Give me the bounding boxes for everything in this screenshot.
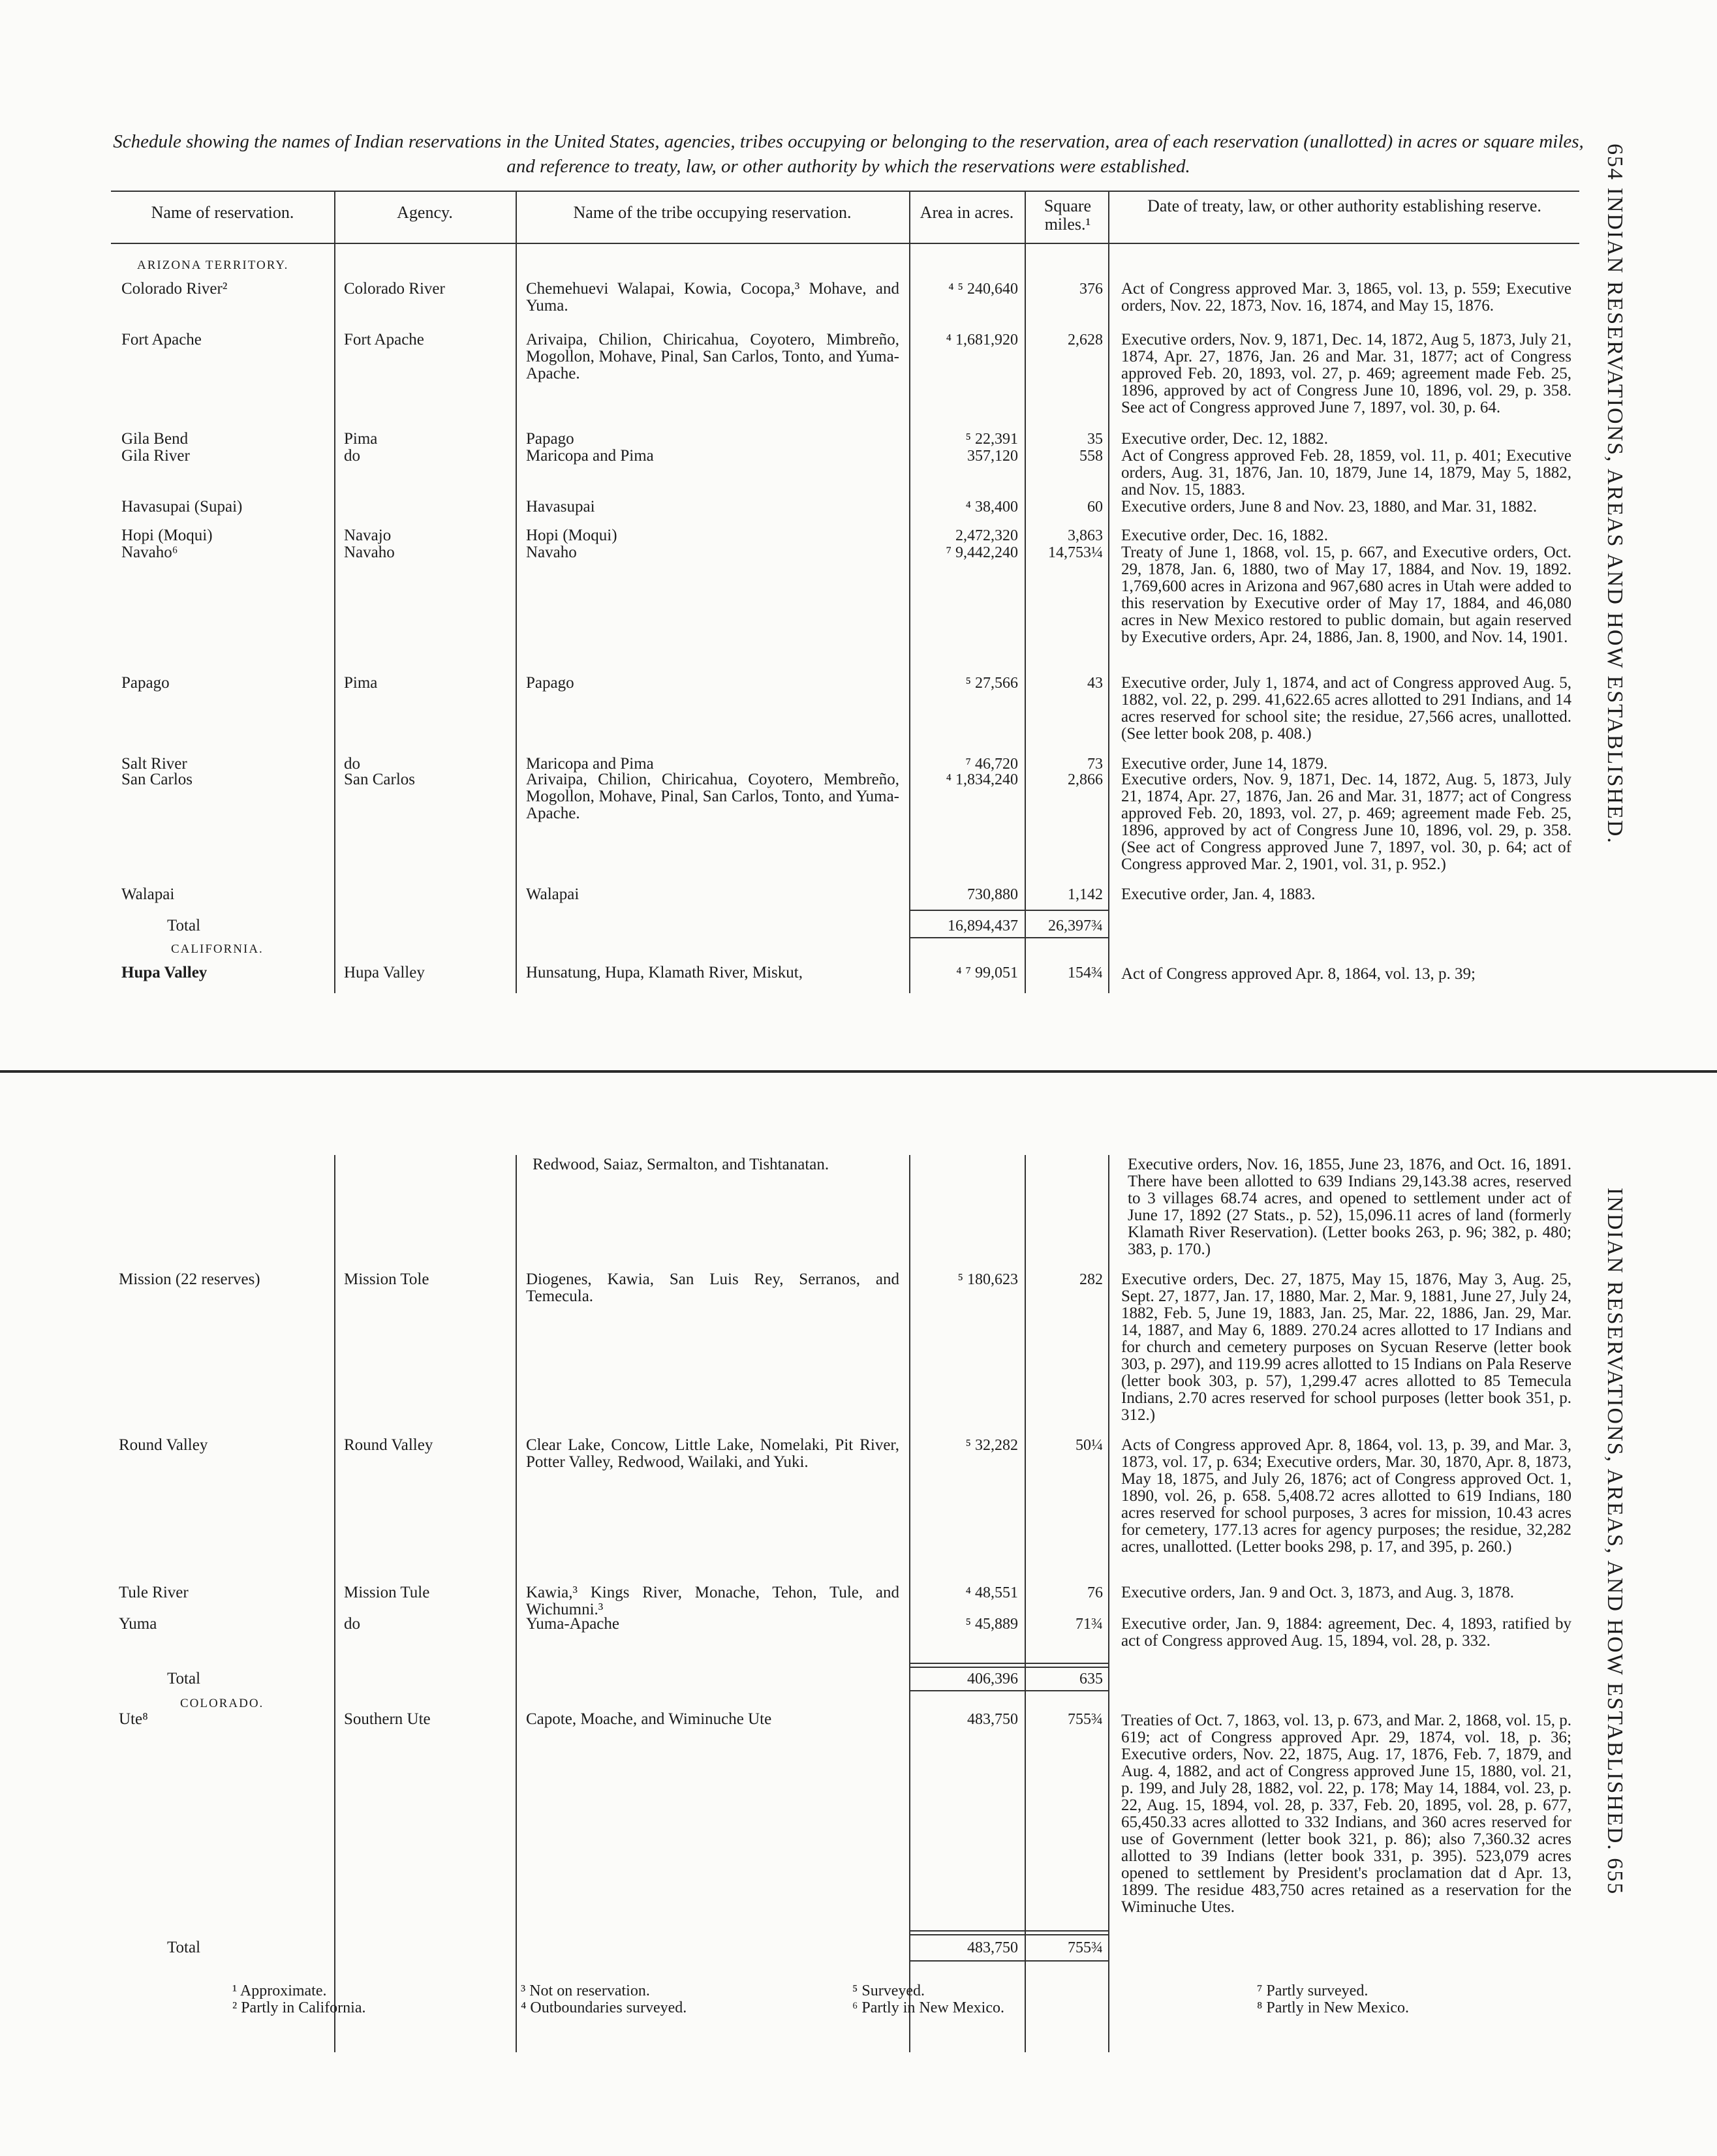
reservation-name: Walapai [121, 886, 175, 903]
authority-text: Act of Congress approved Apr. 8, 1864, vol. 13, p. 39; [1121, 965, 1476, 983]
area-acres: ⁵ 22,391 [965, 431, 1018, 448]
tribe-names: Papago [526, 430, 574, 448]
page-655 [0, 1083, 1717, 2156]
area-acres: ⁷ 46,720 [965, 756, 1018, 773]
square-miles: 35 [1087, 431, 1103, 448]
square-miles: 2,866 [1068, 771, 1103, 788]
agency-name: do [344, 447, 360, 465]
square-miles: 60 [1087, 499, 1103, 516]
footnote: ⁵ Surveyed. [852, 1982, 925, 1999]
tribe-names: Hunsatung, Hupa, Klamath River, Miskut, [526, 964, 803, 981]
col-rule [1025, 1155, 1026, 2052]
tribe-names: Navaho [526, 544, 577, 561]
authority-text: Executive orders, June 8 and Nov. 23, 1880, and Mar. 31, 1882. [1121, 498, 1538, 516]
total-bottom-rule [909, 937, 1108, 938]
square-miles: 282 [1079, 1271, 1103, 1288]
reservation-name: San Carlos [121, 771, 193, 788]
area-acres: ⁴ 1,681,920 [946, 331, 1018, 348]
total-label: Total [167, 1670, 201, 1687]
footnote: ⁷ Partly surveyed. [1257, 1982, 1369, 1999]
col-header-authority: Date of treaty, law, or other authority establishing reserve. [1147, 196, 1541, 215]
page-654-side-header: 654 INDIAN RESERVATIONS, AREAS AND HOW ESTABLISHED. [1603, 144, 1627, 844]
tribe-names: Hopi (Moqui) [526, 527, 617, 544]
area-acres: ⁴ 1,834,240 [946, 771, 1018, 788]
square-miles: 50¼ [1075, 1437, 1103, 1454]
area-acres: ⁵ 45,889 [965, 1616, 1018, 1633]
authority-text: Executive order, Dec. 12, 1882. [1121, 430, 1328, 448]
total-label: Total [167, 1939, 201, 1956]
col-header-agency: Agency. [397, 203, 453, 222]
reservation-name: Round Valley [119, 1436, 208, 1454]
footnote: ⁴ Outboundaries surveyed. [521, 1999, 687, 2016]
reservation-name: Colorado River² [121, 280, 228, 298]
authority-text: Treaty of June 1, 1868, vol. 15, p. 667, and Executive orders, Oct. 29, 1878, Jan. 6, 1880, two of May 17, 1884, and Nov. 19, 1892. 1,769,600 acres in Arizona and 967,680 acres in Utah were added to this reservation by Executive order of May 17, 1884, and 46,080 acres in New Mexico restored to public domain, but again reserved by Executive orders, Apr. 24, 1886, Jan. 8, 1900, and Nov. 14, 1901. [1121, 544, 1571, 646]
area-acres: ⁴ ⁵ 240,640 [948, 281, 1018, 298]
agency-name: Mission Tule [344, 1584, 430, 1601]
col-header-name: Name of reservation. [151, 203, 294, 222]
agency-name: Round Valley [344, 1436, 433, 1454]
square-miles: 43 [1087, 675, 1103, 692]
state-heading-california: CALIFORNIA. [171, 942, 264, 956]
col-rule [1108, 191, 1109, 993]
agency-name: do [344, 1615, 360, 1633]
header-bottom-rule [111, 243, 1579, 244]
square-miles: 76 [1087, 1584, 1103, 1601]
footnote: ² Partly in California. [232, 1999, 366, 2016]
square-miles: 755¾ [1068, 1711, 1103, 1728]
authority-text: Executive orders, Jan. 9 and Oct. 3, 1873, and Aug. 3, 1878. [1121, 1584, 1514, 1601]
page-654 [0, 0, 1717, 1073]
square-miles: 14,753¼ [1048, 544, 1103, 561]
total-square-miles: 26,397¾ [1048, 917, 1103, 934]
area-acres: ⁵ 32,282 [965, 1437, 1018, 1454]
reservation-name: Yuma [119, 1615, 157, 1633]
reservation-name: Ute⁸ [119, 1710, 148, 1728]
area-acres: ⁴ 48,551 [965, 1584, 1018, 1601]
square-miles: 71¾ [1075, 1616, 1103, 1633]
total-area: 483,750 [967, 1939, 1018, 1956]
square-miles: 558 [1079, 448, 1103, 465]
col-rule [334, 1155, 335, 2052]
agency-name: Mission Tole [344, 1270, 429, 1288]
authority-text: Treaties of Oct. 7, 1863, vol. 13, p. 673, and Mar. 2, 1868, vol. 15, p. 619; act of Congress approved Apr. 29, 1874, vol. 18, p. 36; Executive orders, Nov. 22, 1875, Aug. 17, 1876, Feb. 7, 1879, and Aug. 4, 1882, and act of Congress approved June 15, 1880, vol. 21, p. 199, and July 28, 1882, vol. 22, p. 178; May 14, 1884, vol. 23, p. 22, Aug. 15, 1894, vol. 28, p. 337, Feb. 20, 1895, vol. 28, p. 677, 65,450.33 acres allotted to 332 Indians, and 360 acres reserved for use of Government (letter book 321, p. 86); also 7,360.32 acres allotted to 39 Indians (letter book 331, p. 395). 523,079 acres opened to settlement by President's proclamation dat d Apr. 13, 1899. The residue 483,750 acres retained as a reservation for the Wiminuche Utes. [1121, 1712, 1571, 1916]
square-miles: 1,142 [1068, 886, 1103, 903]
tribe-names: Yuma-Apache [526, 1615, 619, 1633]
authority-text: Executive order, June 14, 1879. [1121, 755, 1328, 773]
square-miles: 376 [1079, 281, 1103, 298]
tribe-names: Diogenes, Kawia, San Luis Rey, Serranos, and Temecula. [526, 1270, 899, 1305]
col-rule [516, 1155, 517, 2052]
reservation-name: Havasupai (Supai) [121, 498, 243, 516]
header-top-rule [111, 191, 1579, 192]
authority-text: Executive orders, Dec. 27, 1875, May 15, 1876, May 3, Aug. 25, Sept. 27, 1877, Jan. 17, 1880, Mar. 2, Mar. 9, 1881, June 27, July 24, 1882, Feb. 5, June 19, 1883, Jan. 25, Mar. 22, 1886, Jan. 29, Mar. 14, 1887, and May 6, 1889. 270.24 acres allotted to 17 Indians and for church and cemetery purposes on Sycuan Reserve (letter book 303, p. 297), and 119.99 acres allotted to 15 Indians on Pala Reserve (letter book 303, p. 57), 1,299.47 acres allotted to 85 Temecula Indians, 2.70 acres reserved for school purposes (letter book 351, p. 312.) [1121, 1270, 1571, 1424]
agency-name: Fort Apache [344, 331, 424, 348]
reservation-name: Fort Apache [121, 331, 202, 348]
tribe-names: Papago [526, 674, 574, 692]
state-heading-colorado: COLORADO. [180, 1697, 264, 1710]
tribe-names-continued: Redwood, Saiaz, Sermalton, and Tishtanatan. [533, 1156, 829, 1173]
tribe-names: Chemehuevi Walapai, Kowia, Cocopa,³ Mohave, and Yuma. [526, 280, 899, 315]
authority-text: Act of Congress approved Feb. 28, 1859, vol. 11, p. 401; Executive orders, Aug. 31, 1876, Jan. 10, 1879, June 14, 1879, May 5, 1882, and Nov. 15, 1883. [1121, 447, 1571, 499]
total-bottom-rule [909, 1960, 1108, 1962]
state-heading-arizona: ARIZONA TERRITORY. [137, 258, 289, 272]
total-rule [909, 1930, 1108, 1932]
total-label: Total [167, 917, 201, 934]
footnote: ⁶ Partly in New Mexico. [852, 1999, 1004, 2016]
footnote: ¹ Approximate. [232, 1982, 327, 1999]
tribe-names: Arivaipa, Chilion, Chiricahua, Coyotero, Mimbreño, Mogollon, Mohave, Pinal, San Carlos, Tonto, and Yuma-Apache. [526, 331, 899, 382]
tribe-names: Clear Lake, Concow, Little Lake, Nomelaki, Pit River, Potter Valley, Redwood, Wailaki, and Yuki. [526, 1436, 899, 1471]
total-bottom-rule [909, 1690, 1108, 1691]
footnote: ³ Not on reservation. [521, 1982, 650, 1999]
total-rule [909, 1663, 1108, 1664]
agency-name: Southern Ute [344, 1710, 431, 1728]
total-rule [909, 1667, 1108, 1668]
agency-name: Navajo [344, 527, 392, 544]
total-square-miles: 755¾ [1068, 1939, 1103, 1956]
agency-name: Pima [344, 674, 378, 692]
area-acres: 357,120 [967, 448, 1018, 465]
col-header-tribe: Name of the tribe occupying reservation. [573, 203, 852, 222]
reservation-name: Gila Bend [121, 430, 189, 448]
tribe-names: Kawia,³ Kings River, Monache, Tehon, Tule, and Wichumni.³ [526, 1584, 899, 1618]
col-rule [334, 191, 335, 993]
agency-name: do [344, 755, 360, 773]
tribe-names: Capote, Moache, and Wiminuche Ute [526, 1710, 772, 1728]
authority-text: Executive orders, Nov. 9, 1871, Dec. 14, 1872, Aug 5, 1873, July 21, 1874, Apr. 27, 1876, Jan. 26 and Mar. 31, 1877; act of Congress approved Feb. 20, 1893, vol. 27, p. 469; agreement made Feb. 25, 1896, approved by act of Congress June 10, 1896, vol. 29, p. 358. See act of Congress approved June 7, 1897, vol. 30, p. 64. [1121, 331, 1571, 416]
agency-name: Colorado River [344, 280, 445, 298]
authority-text: Executive order, Jan. 4, 1883. [1121, 886, 1316, 903]
square-miles: 3,863 [1068, 527, 1103, 544]
agency-name: Pima [344, 430, 378, 448]
authority-text: Acts of Congress approved Apr. 8, 1864, vol. 13, p. 39, and Mar. 3, 1873, vol. 17, p. 634; Executive orders, Mar. 30, 1870, Apr. 8, 1873, May 18, 1875, and July 26, 1876; act of Congress approved Oct. 1, 1890, vol. 26, p. 658. 5,408.72 acres allotted to 619 Indians, 180 acres reserved for school purposes, 3 acres for mission, 10.43 acres for cemetery, 177.13 acres for agency purposes; the residue, 32,282 acres, unallotted. (Letter books 298, p. 17, and 395, p. 260.) [1121, 1436, 1571, 1556]
area-acres: ⁵ 27,566 [965, 675, 1018, 692]
area-acres: ⁴ 38,400 [965, 499, 1018, 516]
col-rule [1025, 191, 1026, 993]
tribe-names: Havasupai [526, 498, 595, 516]
square-miles: 2,628 [1068, 331, 1103, 348]
area-acres: 2,472,320 [955, 527, 1018, 544]
col-rule [516, 191, 517, 993]
col-rule [909, 191, 910, 993]
total-rule [909, 1934, 1108, 1935]
footnote: ⁸ Partly in New Mexico. [1257, 1999, 1409, 2016]
total-area: 16,894,437 [948, 917, 1018, 934]
square-miles: 154¾ [1068, 964, 1103, 981]
tribe-names: Maricopa and Pima [526, 755, 654, 773]
area-acres: 483,750 [967, 1711, 1018, 1728]
total-area: 406,396 [967, 1671, 1018, 1687]
reservation-name: Navaho⁶ [121, 544, 178, 561]
page-fold-divider [0, 1070, 1717, 1073]
authority-text-continued: Executive orders, Nov. 16, 1855, June 23, 1876, and Oct. 16, 1891. There have been allotted to 639 Indians 29,143.38 acres, reserved to 3 villages 68.74 acres, and opened to settlement under act of June 17, 1892 (27 Stats., p. 52), 15,096.11 acres of land (formerly Klamath River Reservation). (Letter books 263, p. 96; 382, p. 480; 383, p. 170.) [1128, 1156, 1571, 1258]
reservation-name: Papago [121, 674, 170, 692]
col-header-square-miles: Square miles.¹ [1044, 196, 1092, 234]
authority-text: Act of Congress approved Mar. 3, 1865, vol. 13, p. 559; Executive orders, Nov. 22, 1873, Nov. 16, 1874, and May 15, 1876. [1121, 280, 1571, 315]
reservation-name: Tule River [119, 1584, 189, 1601]
authority-text: Executive order, Jan. 9, 1884: agreement, Dec. 4, 1893, ratified by act of Congress approved Aug. 15, 1894, vol. 28, p. 332. [1121, 1615, 1571, 1650]
col-header-area: Area in acres. [920, 203, 1014, 222]
square-miles: 73 [1087, 756, 1103, 773]
reservation-name: Gila River [121, 447, 190, 465]
area-acres: ⁷ 9,442,240 [946, 544, 1018, 561]
total-square-miles: 635 [1079, 1671, 1103, 1687]
authority-text: Executive order, July 1, 1874, and act of Congress approved Aug. 5, 1882, vol. 22, p. 299. 41,622.65 acres allotted to 291 Indians, and 14 acres reserved for school site; the residue, 27,566 acres, unallotted. (See letter book 208, p. 408.) [1121, 674, 1571, 743]
reservation-name: Mission (22 reserves) [119, 1270, 260, 1288]
col-rule [909, 1155, 910, 2052]
authority-text: Executive order, Dec. 16, 1882. [1121, 527, 1328, 544]
authority-text: Executive orders, Nov. 9, 1871, Dec. 14, 1872, Aug. 5, 1873, July 21, 1874, Apr. 27, 1876, Jan. 26 and Mar. 31, 1877; act of Congress approved Feb. 20, 1893, vol. 27, p. 469; agreement made Feb. 25, 1896, approved by act of Congress June 10, 1896, vol. 29, p. 358. (See act of Congress approved June 7, 1897, vol. 30, p. 64; act of Congress approved Mar. 2, 1901, vol. 31, p. 952.) [1121, 771, 1571, 873]
reservation-name: Hupa Valley [121, 964, 208, 981]
agency-name: San Carlos [344, 771, 416, 788]
tribe-names: Walapai [526, 886, 580, 903]
reservation-name: Hopi (Moqui) [121, 527, 213, 544]
schedule-caption: Schedule showing the names of Indian reservations in the United States, agencies, tribes occupying or belonging to the reservation, area of each reservation (unallotted) in acres or square miles, and reference to treaty, law, or other authority by which the reservations were established. [113, 131, 1584, 177]
tribe-names: Arivaipa, Chilion, Chiricahua, Coyotero, Membreño, Mogollon, Mohave, Pinal, San Carlos, Tonto, and Yuma-Apache. [526, 771, 899, 822]
area-acres: ⁴ ⁷ 99,051 [956, 964, 1018, 981]
total-rule [909, 910, 1108, 911]
tribe-names: Maricopa and Pima [526, 447, 654, 465]
col-rule [1108, 1155, 1109, 2052]
reservation-name: Salt River [121, 755, 187, 773]
area-acres: 730,880 [967, 886, 1018, 903]
page-655-side-header: INDIAN RESERVATIONS, AREAS, AND HOW ESTABLISHED. 655 [1603, 1188, 1627, 1896]
agency-name: Hupa Valley [344, 964, 425, 981]
agency-name: Navaho [344, 544, 395, 561]
area-acres: ⁵ 180,623 [957, 1271, 1018, 1288]
